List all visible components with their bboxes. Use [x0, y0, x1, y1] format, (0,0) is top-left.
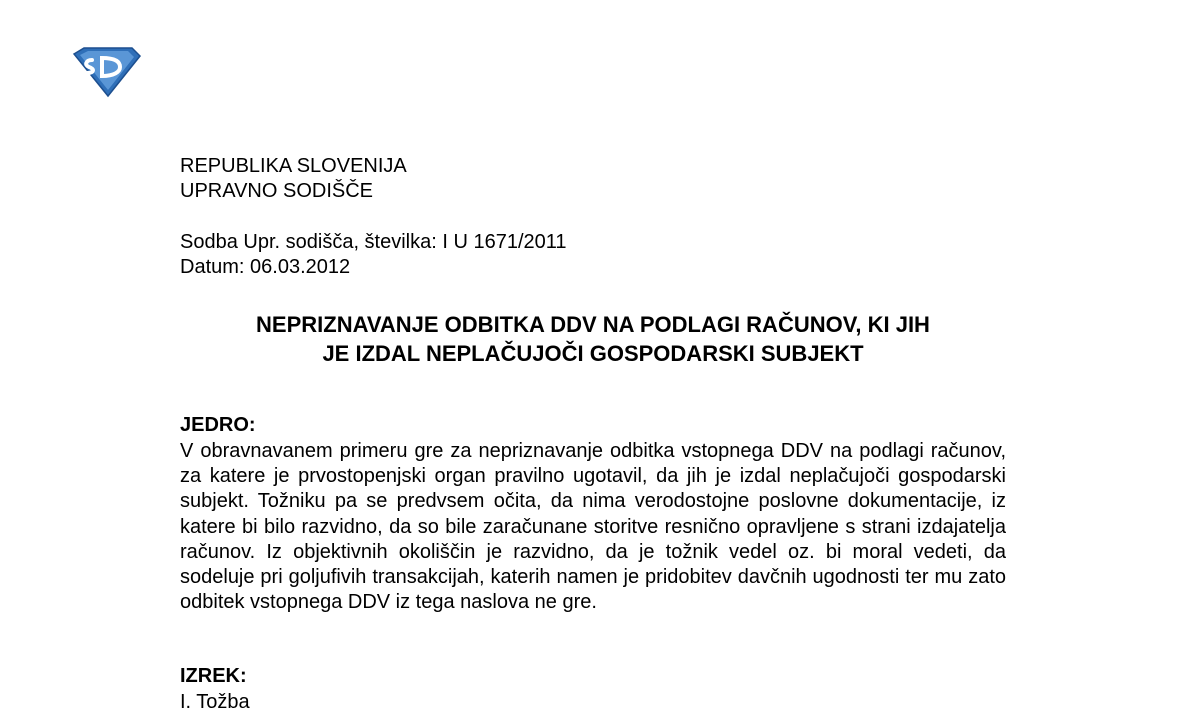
izrek-heading: IZREK: [180, 665, 247, 687]
court-name: UPRAVNO SODIŠČE [180, 180, 373, 202]
case-metadata [180, 230, 567, 280]
jedro-text: V obravnavanem primeru gre za nepriznavanje odbitka vstopnega DDV na podlagi računov, za katere je prvostopenjski organ pravilno ugotavil, da jih je izdal neplačujoči gospodarski subjekt. Tožniku pa se predvsem očita, da nima verodostojne poslovne dokumentacije, iz katere bi bilo razvidno, da so bile zaračunane storitve resnično opravljene s strani izdajatelja računov. Iz objektivnih okoliščin je razvidno, da je tožnik vedel oz. bi moral vedeti, da sodeluje pri goljufivih transakcijah, katerih namen je pridobitev davčnih ugodnosti ter mu zato odbitek vstopnega DDV iz tega naslova ne gre. [180, 440, 1006, 614]
country-name: REPUBLIKA SLOVENIJA [180, 155, 407, 177]
case-number: Sodba Upr. sodišča, številka: I U 1671/2011 [180, 231, 567, 253]
title-line-2: JE IZDAL NEPLAČUJOČI GOSPODARSKI SUBJEKT [322, 341, 864, 366]
document-title [180, 310, 1006, 368]
judgment-date: Datum: 06.03.2012 [180, 256, 351, 278]
jedro-heading: JEDRO: [180, 414, 256, 436]
title-line-1: NEPRIZNAVANJE ODBITKA DDV NA PODLAGI RAČUNOV, KI JIH [256, 312, 930, 337]
sd-shield-logo [70, 46, 142, 98]
izrek-text: I. Tožba [180, 691, 250, 713]
court-header [180, 154, 407, 204]
